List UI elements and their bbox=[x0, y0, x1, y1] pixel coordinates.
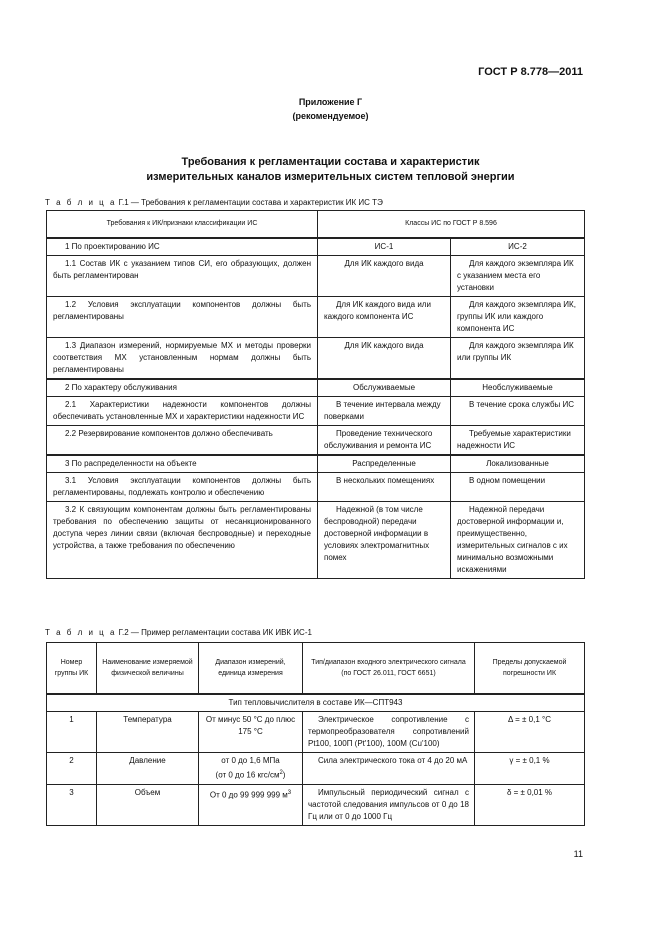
range-sub-sup: 2 bbox=[279, 770, 283, 776]
class2-cell: Для каждого экземпляра ИК, группы ИК или каждого компонента ИС bbox=[451, 297, 585, 338]
header-range: Диапазон измерений, единица измерения bbox=[199, 643, 303, 695]
class2-cell: Требуемые характеристики надежности ИС bbox=[451, 426, 585, 456]
title-line-2: измерительных каналов измерительных систем тепловой энергии bbox=[146, 171, 515, 183]
class2-cell: Надежной передачи достоверной информации и, преимущественно, измерительных сигналов с их минимально возможными искажениями bbox=[451, 502, 585, 579]
requirements-table bbox=[46, 210, 585, 579]
class2-cell: ИС-2 bbox=[451, 238, 585, 256]
table-row bbox=[47, 502, 585, 579]
req-cell: 1.1 Состав ИК с указанием типов СИ, его образующих, должен быть регламентирован bbox=[47, 256, 318, 297]
table-row bbox=[47, 238, 585, 256]
range-value: От 0 до 99 999 999 м bbox=[209, 790, 288, 800]
class1-cell: Надежной (в том числе беспроводной) передачи достоверной информации в условиях электромагнитных помех bbox=[318, 502, 451, 579]
range-sub-end: ) bbox=[282, 770, 286, 780]
range-cell bbox=[199, 753, 303, 785]
header-error: Пределы допускаемой погрешности ИК bbox=[475, 643, 585, 695]
table-row bbox=[47, 712, 585, 753]
req-cell: 2 По характеру обслуживания bbox=[47, 379, 318, 397]
table-row bbox=[47, 397, 585, 426]
error-cell: δ = ± 0,01 % bbox=[475, 784, 585, 825]
appendix-heading bbox=[0, 95, 661, 123]
header-requirements: Требования к ИК/признаки классификации ИС bbox=[47, 211, 318, 239]
table1-header-row bbox=[47, 211, 585, 239]
class2-cell: В одном помещении bbox=[451, 473, 585, 502]
class1-cell: В нескольких помещениях bbox=[318, 473, 451, 502]
class1-cell: В течение интервала между поверками bbox=[318, 397, 451, 426]
title-line-1: Требования к регламентации состава и характеристик bbox=[181, 156, 480, 168]
table1-caption-text: Г.1 — Требования к регламентации состава и характеристик ИК ИС ТЭ bbox=[118, 198, 383, 207]
channel-composition-table bbox=[46, 642, 585, 826]
header-signal: Тип/диапазон входного электрического сигнала (по ГОСТ 26.011, ГОСТ 6651) bbox=[303, 643, 475, 695]
range-main: от 0 до 1,6 МПа bbox=[221, 756, 280, 765]
table-row bbox=[47, 426, 585, 456]
error-cell: Δ = ± 0,1 °С bbox=[475, 712, 585, 753]
table2-header-row bbox=[47, 643, 585, 695]
page-number: 11 bbox=[573, 849, 583, 859]
table-row bbox=[47, 753, 585, 785]
appendix-name: Приложение Г bbox=[298, 97, 363, 107]
req-cell: 3 По распределенности на объекте bbox=[47, 455, 318, 473]
section-title: Тип тепловычислителя в составе ИК—СПТ943 bbox=[47, 694, 585, 712]
header-group: Номер группы ИК bbox=[47, 643, 97, 695]
class1-cell: Для ИК каждого вида или каждого компонента ИС bbox=[318, 297, 451, 338]
class2-cell: Для каждого экземпляра ИК с указанием места его установки bbox=[451, 256, 585, 297]
class1-cell: Распределенные bbox=[318, 455, 451, 473]
range-sub: (от 0 до 16 кгс/см bbox=[215, 770, 280, 780]
table2-caption-text: Г.2 — Пример регламентации состава ИК ИВК ИС-1 bbox=[118, 628, 312, 637]
appendix-note: (рекомендуемое) bbox=[292, 111, 369, 121]
quantity-cell: Объем bbox=[97, 784, 199, 825]
quantity-cell: Температура bbox=[97, 712, 199, 753]
req-cell: 1.3 Диапазон измерений, нормируемые МХ и методы проверки соответствия МХ установленным нормам должны быть регламентированы bbox=[47, 338, 318, 380]
req-cell: 1 По проектированию ИС bbox=[47, 238, 318, 256]
table2-section-row bbox=[47, 694, 585, 712]
group-cell: 3 bbox=[47, 784, 97, 825]
group-cell: 1 bbox=[47, 712, 97, 753]
class2-cell: Локализованные bbox=[451, 455, 585, 473]
table2-caption bbox=[45, 628, 312, 638]
signal-cell: Электрическое сопротивление с термопреобразователя сопротивлений Pt100, 100П (Pt'100), 100М (Cu'100) bbox=[303, 712, 475, 753]
table-row bbox=[47, 338, 585, 380]
signal-cell: Импульсный периодический сигнал с частотой следования импульсов от 0 до 18 Гц или от 0 до 1000 Гц bbox=[303, 784, 475, 825]
signal-cell: Сила электрического тока от 4 до 20 мА bbox=[303, 753, 475, 785]
header-quantity: Наименование измеряемой физической величины bbox=[97, 643, 199, 695]
table-row bbox=[47, 297, 585, 338]
class1-cell: Для ИК каждого вида bbox=[318, 256, 451, 297]
table1-caption bbox=[45, 198, 383, 208]
req-cell: 2.2 Резервирование компонентов должно обеспечивать bbox=[47, 426, 318, 456]
table-row bbox=[47, 784, 585, 825]
quantity-cell: Давление bbox=[97, 753, 199, 785]
range-cell: От минус 50 °С до плюс 175 °С bbox=[199, 712, 303, 753]
class1-cell: Для ИК каждого вида bbox=[318, 338, 451, 380]
class2-cell: Необслуживаемые bbox=[451, 379, 585, 397]
table-row bbox=[47, 473, 585, 502]
req-cell: 1.2 Условия эксплуатации компонентов должны быть регламентированы bbox=[47, 297, 318, 338]
error-cell: γ = ± 0,1 % bbox=[475, 753, 585, 785]
class1-cell: Проведение технического обслуживания и ремонта ИС bbox=[318, 426, 451, 456]
table-row bbox=[47, 455, 585, 473]
class1-cell: Обслуживаемые bbox=[318, 379, 451, 397]
req-cell: 2.1 Характеристики надежности компонентов должны обеспечивать установленные МХ и характеристики надежности ИС bbox=[47, 397, 318, 426]
group-cell: 2 bbox=[47, 753, 97, 785]
header-classes: Классы ИС по ГОСТ Р 8.596 bbox=[318, 211, 585, 239]
req-cell: 3.1 Условия эксплуатации компонентов должны быть регламентированы, подлежать контролю и обеспечению bbox=[47, 473, 318, 502]
req-cell: 3.2 К связующим компонентам должны быть регламентированы требования по обеспечению защиты от несанкционированного доступа через линии связи (включая беспроводные) и переходные устройства, а также требования по обеспечению bbox=[47, 502, 318, 579]
table1-caption-prefix: Т а б л и ц а bbox=[45, 198, 117, 207]
class1-cell: ИС-1 bbox=[318, 238, 451, 256]
table2-caption-prefix: Т а б л и ц а bbox=[45, 628, 117, 637]
class2-cell: Для каждого экземпляра ИК или группы ИК bbox=[451, 338, 585, 380]
page-title bbox=[0, 155, 661, 185]
standard-number: ГОСТ Р 8.778—2011 bbox=[478, 66, 583, 78]
range-cell bbox=[199, 784, 303, 825]
table-row bbox=[47, 379, 585, 397]
class2-cell: В течение срока службы ИС bbox=[451, 397, 585, 426]
range-sup: 3 bbox=[287, 789, 292, 796]
table-row bbox=[47, 256, 585, 297]
